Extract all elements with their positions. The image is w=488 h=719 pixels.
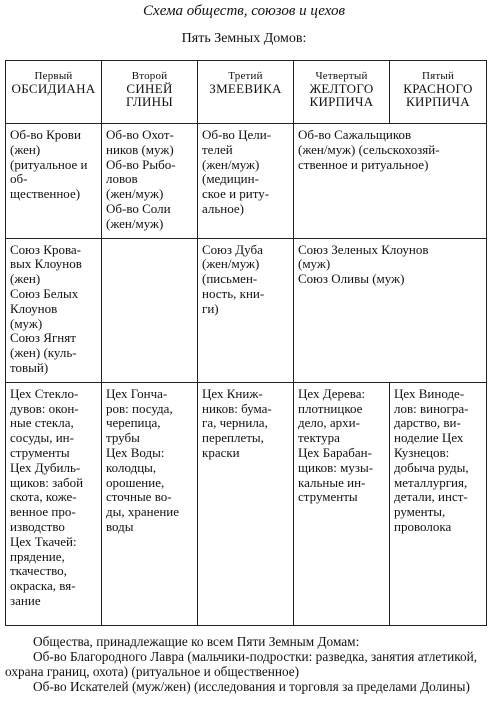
house-ordinal: Четвертый bbox=[315, 70, 368, 82]
unions-cell-4-5: Союз Зеленых Клоунов (муж) Союз Оливы (муж) bbox=[294, 238, 487, 382]
guilds-cell-5: Цех Виноде- лов: виногра- дарство, ви- ноделие Цех Кузнецов: добыча руды, металлургия, детали, инст- рументы, проволока bbox=[390, 382, 487, 625]
house-name: КРАСНОГО КИРПИЧА bbox=[403, 81, 473, 109]
common-society-item: Об-во Искателей (муж/жен) (исследования и торговля за пределами Долины) bbox=[33, 679, 470, 694]
house-ordinal: Пятый bbox=[421, 70, 455, 82]
unions-cell-2 bbox=[102, 238, 198, 382]
house-name: СИНЕЙ ГЛИНЫ bbox=[126, 81, 173, 109]
house-name: ЗМЕЕВИКА bbox=[209, 81, 282, 96]
house-header-4 bbox=[294, 61, 390, 124]
unions-row bbox=[6, 238, 487, 382]
guilds-cell-3: Цех Книж- ников: бума- га, чернила, переплеты, краски bbox=[198, 382, 294, 625]
guilds-cell-2: Цех Гонча- ров: посуда, черепица, трубы Цех Воды: колодцы, орошение, сточные во- ды, хранение воды bbox=[102, 382, 198, 625]
common-society-item: Об-во Благородного Лавра (мальчики-подростки: разведка, занятия атлетикой, охрана границ, охота) (ритуальное и общественное) bbox=[5, 649, 478, 679]
societies-row bbox=[6, 124, 487, 239]
house-ordinal: Третий bbox=[228, 70, 263, 82]
common-societies bbox=[5, 634, 483, 694]
societies-cell-3: Об-во Цели- телей (жен/муж) (медицин- ское и риту- альное) bbox=[198, 124, 294, 239]
unions-cell-1: Союз Крова- вых Клоунов (жен) Союз Белых Клоунов (муж) Союз Ягнят (жен) (куль- товый) bbox=[6, 238, 102, 382]
houses-table bbox=[5, 60, 487, 626]
house-name: ОБСИДИАНА bbox=[11, 81, 96, 96]
house-header-1 bbox=[6, 61, 102, 124]
header-row bbox=[6, 61, 487, 124]
guilds-cell-4: Цех Дерева: плотницкое дело, архи- тектура Цех Барабан- щиков: музы- кальные ин- струменты bbox=[294, 382, 390, 625]
societies-cell-4-5: Об-во Сажальщиков (жен/муж) (сельскохозяй- ственное и ритуальное) bbox=[294, 124, 487, 239]
common-societies-heading: Общества, принадлежащие ко всем Пяти Земным Домам: bbox=[33, 634, 360, 649]
house-ordinal: Второй bbox=[131, 70, 168, 82]
societies-cell-1: Об-во Крови (жен) (ритуальное и об- щественное) bbox=[6, 124, 102, 239]
guilds-cell-1: Цех Стекло- дувов: окон- ные стекла, сосуды, ин- струменты Цех Дубиль- щиков: забой скота, коже- венное про- изводство Цех Ткачей: прядение, ткачество, окраска, вя- зание bbox=[6, 382, 102, 625]
unions-cell-3: Союз Дуба (жен/муж) (письмен- ность, кни- ги) bbox=[198, 238, 294, 382]
table-subtitle: Пять Земных Домов: bbox=[181, 31, 307, 46]
societies-cell-2: Об-во Охот- ников (муж) Об-во Рыбо- ловов (жен/муж) Об-во Соли (жен/муж) bbox=[102, 124, 198, 239]
document-title: Схема обществ, союзов и цехов bbox=[143, 3, 345, 19]
house-header-3 bbox=[198, 61, 294, 124]
house-ordinal: Первый bbox=[34, 70, 73, 82]
house-name: ЖЕЛТОГО КИРПИЧА bbox=[309, 81, 374, 109]
house-header-2 bbox=[102, 61, 198, 124]
guilds-row bbox=[6, 382, 487, 625]
house-header-5 bbox=[390, 61, 487, 124]
